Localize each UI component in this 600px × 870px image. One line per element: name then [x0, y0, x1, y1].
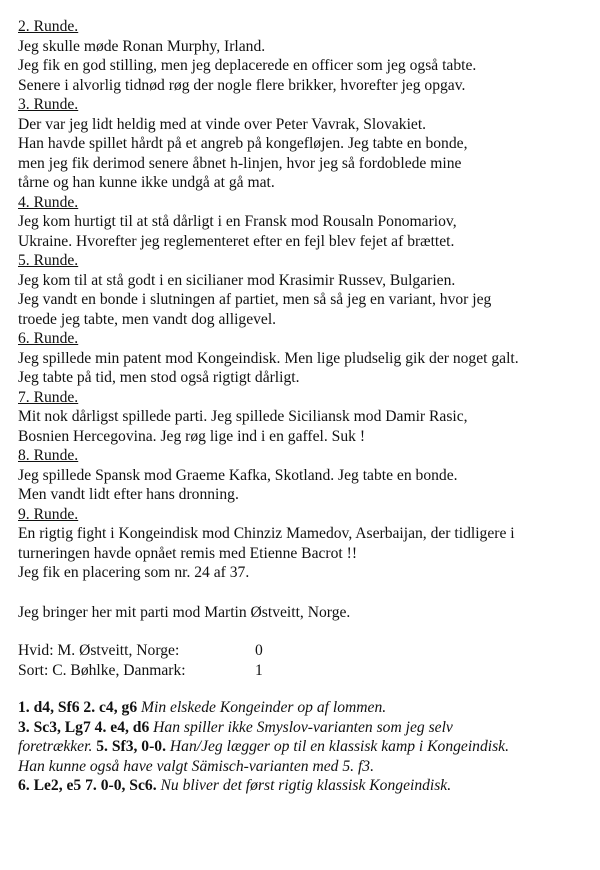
round-text-line: Men vandt lidt efter hans dronning.	[18, 486, 239, 503]
round-text-line: Jeg fik en god stilling, men jeg deplacerede en officer som jeg også tabte.	[18, 57, 477, 74]
round-heading: 9. Runde.	[18, 505, 79, 523]
move-comment: Han spiller ikke Smyslov-varianten som jeg selv	[149, 718, 453, 736]
round-block	[18, 388, 600, 447]
moves-line	[18, 757, 600, 777]
move-comment: Nu bliver det først rigtig klassisk Kongeindisk.	[156, 777, 452, 794]
round-block	[18, 193, 600, 252]
round-text-line: men jeg fik derimod senere åbnet h-linjen, hvor jeg så fordoblede mine	[18, 154, 462, 172]
moves-line	[18, 737, 600, 757]
round-block	[18, 505, 600, 583]
move-comment: Han kunne også have valgt Sämisch-varianten med 5. f3.	[18, 757, 374, 775]
round-text-line: Senere i alvorlig tidnød røg der nogle flere brikker, hvorefter jeg opgav.	[18, 76, 466, 94]
player-row	[18, 641, 600, 661]
move-notation: 3. Sc3, Lg7 4. e4, d6	[18, 718, 150, 736]
round-block	[18, 95, 600, 193]
move-notation: 6. Le2, e5 7. 0-0, Sc6.	[18, 777, 157, 794]
player-score: 1	[255, 661, 263, 679]
rounds-section	[18, 17, 600, 583]
round-heading: 6. Runde.	[18, 330, 79, 347]
round-heading: 7. Runde.	[18, 388, 79, 406]
players-table	[18, 641, 600, 680]
moves-line	[18, 776, 600, 796]
player-score: 0	[255, 642, 263, 659]
round-text-line: Ukraine. Hvorefter jeg reglementeret efter en fejl blev fejet af brættet.	[18, 232, 455, 250]
move-comment: Min elskede Kongeinder op af lommen.	[137, 699, 387, 716]
round-text-line: Jeg vandt en bonde i slutningen af partiet, men så så jeg en variant, hvor jeg	[18, 291, 492, 308]
move-comment: foretrækker.	[18, 738, 93, 755]
spacer	[18, 622, 600, 641]
round-text-line: Jeg kom hurtigt til at stå dårligt i en Fransk mod Rousaln Ponomariov,	[18, 213, 457, 230]
player-row	[18, 661, 600, 681]
round-text-line: Bosnien Hercegovina. Jeg røg lige ind i en gaffel. Suk !	[18, 427, 366, 445]
round-block	[18, 446, 600, 505]
round-text-line: Jeg spillede min patent mod Kongeindisk. Men lige pludselig gik der noget galt.	[18, 349, 519, 367]
spacer	[18, 583, 600, 603]
round-heading: 3. Runde.	[18, 96, 79, 113]
move-notation: 1. d4, Sf6 2. c4, g6	[18, 699, 138, 716]
round-text-line: Jeg fik en placering som nr. 24 af 37.	[18, 564, 250, 581]
round-heading: 5. Runde.	[18, 252, 79, 269]
round-block	[18, 329, 600, 388]
round-heading: 4. Runde.	[18, 193, 79, 211]
player-label: Hvid: M. Østveitt, Norge:	[18, 642, 180, 659]
moves-line	[18, 698, 600, 718]
round-block	[18, 17, 600, 95]
round-heading: 2. Runde.	[18, 18, 79, 35]
move-comment: Han/Jeg lægger op til en klassisk kamp i Kongeindisk.	[165, 738, 510, 755]
round-text-line: Jeg spillede Spansk mod Graeme Kafka, Skotland. Jeg tabte en bonde.	[18, 466, 458, 484]
round-block	[18, 251, 600, 329]
moves-line	[18, 718, 600, 738]
round-text-line: tårne og han kunne ikke undgå at gå mat.	[18, 174, 275, 191]
round-heading: 8. Runde.	[18, 447, 79, 464]
round-text-line: Mit nok dårligst spillede parti. Jeg spillede Siciliansk mod Damir Rasic,	[18, 408, 468, 425]
round-text-line: Der var jeg lidt heldig med at vinde over Peter Vavrak, Slovakiet.	[18, 115, 427, 133]
intro-line: Jeg bringer her mit parti mod Martin Østveitt, Norge.	[18, 603, 351, 621]
round-text-line: Jeg skulle møde Ronan Murphy, Irland.	[18, 37, 266, 55]
player-label: Sort: C. Bøhlke, Danmark:	[18, 661, 186, 679]
round-text-line: En rigtig fight i Kongeindisk mod Chinziz Mamedov, Aserbaijan, der tidligere i	[18, 525, 515, 542]
move-notation: 5. Sf3, 0-0.	[92, 738, 166, 755]
round-text-line: Jeg kom til at stå godt i en sicilianer mod Krasimir Russev, Bulgarien.	[18, 271, 456, 289]
round-text-line: turneringen havde opnået remis med Etienne Bacrot !!	[18, 544, 358, 562]
round-text-line: Han havde spillet hårdt på et angreb på kongefløjen. Jeg tabte en bonde,	[18, 135, 468, 152]
round-text-line: troede jeg tabte, men vandt dog alligevel.	[18, 310, 277, 328]
spacer	[18, 680, 600, 698]
round-text-line: Jeg tabte på tid, men stod også rigtigt dårligt.	[18, 369, 300, 386]
game-moves	[18, 698, 600, 796]
